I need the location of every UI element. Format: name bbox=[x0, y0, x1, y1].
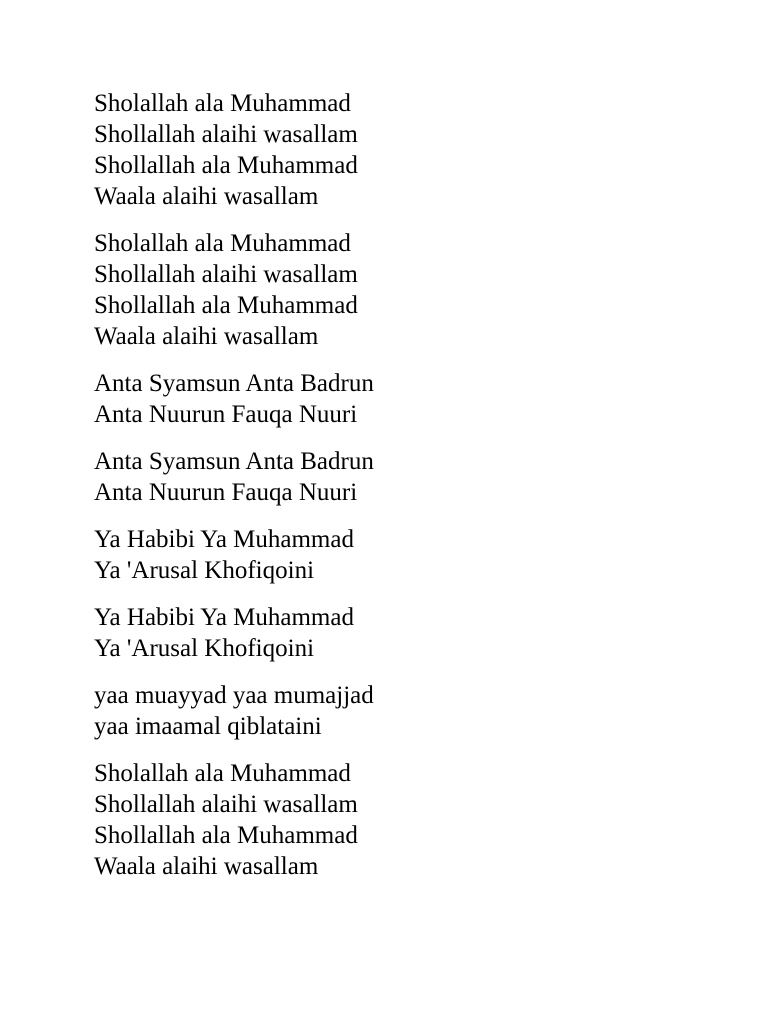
lyric-line: Shollallah ala Muhammad bbox=[94, 152, 358, 179]
stanza bbox=[94, 88, 714, 212]
lyric-line: Shollallah alaihi wasallam bbox=[94, 791, 358, 818]
lyric-line: Shollallah alaihi wasallam bbox=[94, 121, 358, 148]
stanza bbox=[94, 680, 714, 742]
lyric-line: Anta Nuurun Fauqa Nuuri bbox=[94, 401, 358, 428]
lyric-line: Shollallah ala Muhammad bbox=[94, 292, 358, 319]
lyric-line: Waala alaihi wasallam bbox=[94, 853, 319, 880]
lyric-line: Ya 'Arusal Khofiqoini bbox=[94, 635, 315, 662]
lyric-line: Waala alaihi wasallam bbox=[94, 183, 319, 210]
lyric-line: Ya Habibi Ya Muhammad bbox=[94, 526, 354, 553]
lyric-line: Shollallah ala Muhammad bbox=[94, 822, 358, 849]
lyric-line: Ya 'Arusal Khofiqoini bbox=[94, 557, 315, 584]
lyric-line: Anta Syamsun Anta Badrun bbox=[94, 370, 374, 397]
lyric-line: Sholallah ala Muhammad bbox=[94, 90, 351, 117]
lyric-line: Sholallah ala Muhammad bbox=[94, 760, 351, 787]
lyric-line: Ya Habibi Ya Muhammad bbox=[94, 604, 354, 631]
lyric-line: Anta Nuurun Fauqa Nuuri bbox=[94, 479, 358, 506]
lyric-line: yaa muayyad yaa mumajjad bbox=[94, 682, 374, 709]
stanza bbox=[94, 228, 714, 352]
lyrics-text bbox=[94, 88, 714, 898]
lyric-line: Waala alaihi wasallam bbox=[94, 323, 319, 350]
stanza bbox=[94, 368, 714, 430]
stanza bbox=[94, 758, 714, 882]
lyric-line: Anta Syamsun Anta Badrun bbox=[94, 448, 374, 475]
lyric-line: Sholallah ala Muhammad bbox=[94, 230, 351, 257]
stanza bbox=[94, 524, 714, 586]
stanza bbox=[94, 446, 714, 508]
stanza bbox=[94, 602, 714, 664]
lyric-line: yaa imaamal qiblataini bbox=[94, 713, 322, 740]
lyric-line: Shollallah alaihi wasallam bbox=[94, 261, 358, 288]
